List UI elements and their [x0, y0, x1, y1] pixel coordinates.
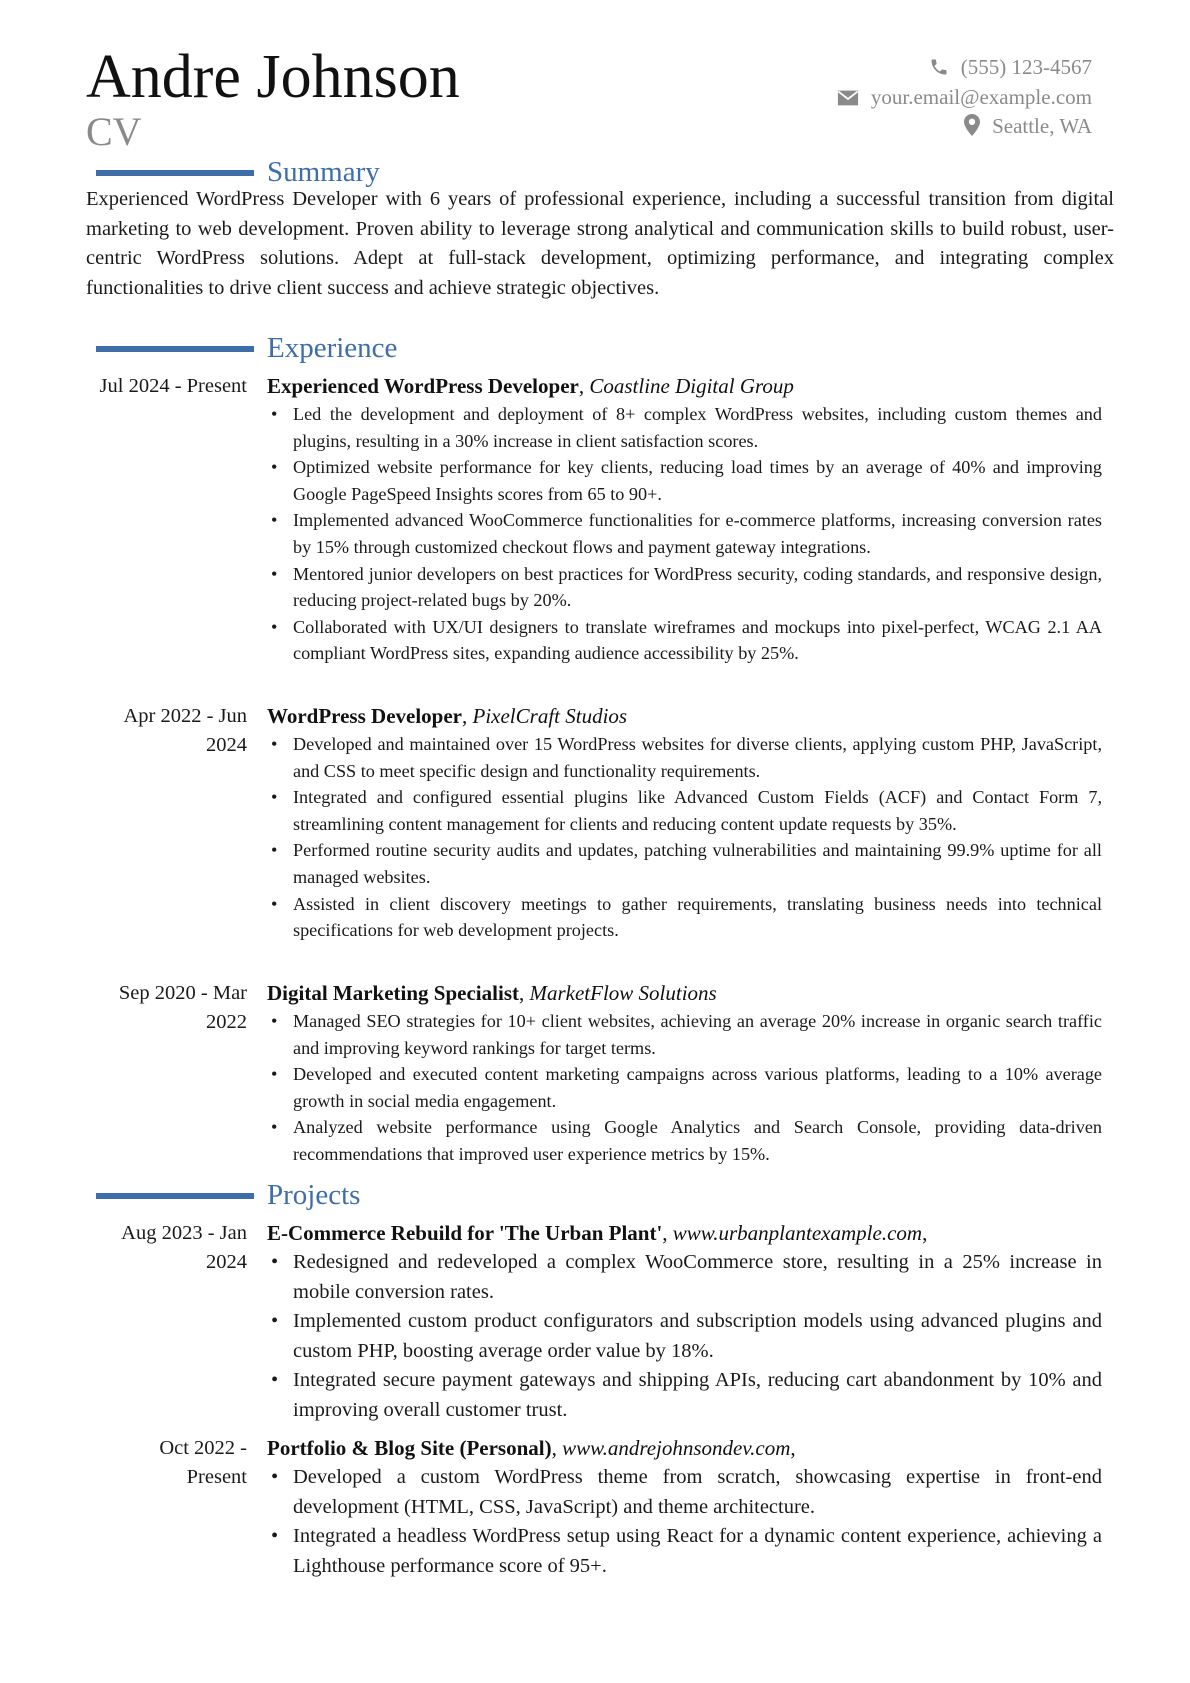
- contact-email: [837, 83, 1092, 113]
- bullet-list: [267, 1248, 1102, 1425]
- section-title: Projects: [267, 1179, 361, 1211]
- bullet-item: • Integrated a headless WordPress setup using React for a dynamic content experience, achieving a Lighthouse performance score of 95+.: [267, 1522, 1102, 1581]
- bullet-item: • Assisted in client discovery meetings to gather requirements, translating business needs into technical specifications for web development projects.: [267, 891, 1102, 944]
- bullet-item: • Integrated and configured essential plugins like Advanced Custom Fields (ACF) and Contact Form 7, streamlining content management for clients and reducing content update requests by 35%.: [267, 784, 1102, 837]
- email-text: your.email@example.com: [870, 84, 1092, 109]
- bullet-list: [267, 401, 1102, 667]
- entry-date: Oct 2022 - Present: [159, 1437, 247, 1488]
- bullet-item: • Developed and executed content marketing campaigns across various platforms, leading to a 10% average growth in social media engagement.: [267, 1061, 1102, 1114]
- entry-title-line: WordPress Developer, PixelCraft Studios: [267, 704, 628, 728]
- phone-icon: [929, 57, 949, 77]
- job-title: WordPress Developer: [267, 704, 462, 728]
- section-rule: [96, 1193, 254, 1199]
- company-name: MarketFlow Solutions: [529, 981, 717, 1005]
- section-rule: [96, 346, 254, 352]
- bullet-item: • Implemented advanced WooCommerce functionalities for e-commerce platforms, increasing conversion rates by 15% through customized checkout flows and payment gateway integrations.: [267, 507, 1102, 560]
- entry-body: [267, 979, 1102, 1168]
- project-url: www.andrejohnsondev.com: [562, 1436, 791, 1460]
- bullet-item: • Managed SEO strategies for 10+ client websites, achieving an average 20% increase in organic search traffic and improving keyword rankings for target terms.: [267, 1008, 1102, 1061]
- experience-heading: [0, 331, 1190, 365]
- entry-body: [267, 1434, 1102, 1581]
- candidate-name: Andre Johnson: [86, 43, 460, 111]
- section-title: Experience: [267, 332, 398, 364]
- bullet-item: • Developed and maintained over 15 WordPress websites for diverse clients, applying custom PHP, JavaScript, and CSS to meet specific design and functionality requirements.: [267, 731, 1102, 784]
- bullet-item: • Integrated secure payment gateways and shipping APIs, reducing cart abandonment by 10% and improving overall customer trust.: [267, 1366, 1102, 1425]
- entry-date: Jul 2024 - Present: [99, 375, 247, 397]
- entry-date: Apr 2022 - Jun 2024: [123, 705, 247, 756]
- job-title: Digital Marketing Specialist: [267, 981, 519, 1005]
- bullet-list: [267, 731, 1102, 944]
- company-name: Coastline Digital Group: [589, 374, 794, 398]
- project-title: Portfolio & Blog Site (Personal): [267, 1436, 552, 1460]
- envelope-icon: [837, 89, 859, 107]
- bullet-list: [267, 1008, 1102, 1168]
- bullet-item: • Led the development and deployment of 8+ complex WordPress websites, including custom themes and plugins, resulting in a 30% increase in client satisfaction scores.: [267, 401, 1102, 454]
- bullet-list: [267, 1463, 1102, 1581]
- project-url: www.urbanplantexample.com: [672, 1221, 923, 1245]
- bullet-item: • Redesigned and redeveloped a complex WooCommerce store, resulting in a 25% increase in mobile conversion rates.: [267, 1248, 1102, 1307]
- section-rule: [96, 170, 254, 176]
- entry-date: Aug 2023 - Jan 2024: [121, 1222, 247, 1273]
- projects-heading: [0, 1178, 1190, 1212]
- summary-heading: [0, 155, 1190, 189]
- bullet-item: • Mentored junior developers on best practices for WordPress security, coding standards, and responsive design, reducing project-related bugs by 20%.: [267, 561, 1102, 614]
- bullet-item: • Collaborated with UX/UI designers to translate wireframes and mockups into pixel-perfect, WCAG 2.1 AA compliant WordPress sites, expanding audience accessibility by 25%.: [267, 614, 1102, 667]
- location-text: Seattle, WA: [992, 114, 1092, 138]
- phone-text: (555) 123-4567: [960, 55, 1092, 79]
- bullet-item: • Developed a custom WordPress theme from scratch, showcasing expertise in front-end development (HTML, CSS, JavaScript) and theme architecture.: [267, 1463, 1102, 1522]
- job-title: Experienced WordPress Developer: [267, 374, 579, 398]
- entry-title-line: Portfolio & Blog Site (Personal), www.andrejohnsondev.com,: [267, 1436, 796, 1460]
- summary-text: Experienced WordPress Developer with 6 years of professional experience, including a successful transition from digital marketing to web development. Proven ability to leverage strong analytical and communication skills to build robust, user-centric WordPress solutions. Adept at full-stack development, optimizing performance, and integrating complex functionalities to drive client success and achieve strategic objectives.: [86, 188, 1114, 299]
- entry-body: [267, 372, 1102, 667]
- map-pin-icon: [964, 114, 980, 136]
- entry-date: Sep 2020 - Mar 2022: [118, 982, 247, 1033]
- document-label: CV: [86, 109, 142, 154]
- section-title: Summary: [267, 156, 380, 188]
- contact-block: [837, 53, 1092, 142]
- entry-title-line: Digital Marketing Specialist, MarketFlow Solutions: [267, 981, 717, 1005]
- bullet-item: • Implemented custom product configurators and subscription models using advanced plugins and custom PHP, boosting average order value by 18%.: [267, 1307, 1102, 1366]
- company-name: PixelCraft Studios: [472, 704, 628, 728]
- bullet-item: • Analyzed website performance using Google Analytics and Search Console, providing data-driven recommendations that improved user experience metrics by 15%.: [267, 1114, 1102, 1167]
- entry-body: [267, 1219, 1102, 1425]
- contact-location: [837, 112, 1092, 142]
- bullet-item: • Optimized website performance for key clients, reducing load times by an average of 40% and improving Google PageSpeed Insights scores from 65 to 90+.: [267, 454, 1102, 507]
- bullet-item: • Performed routine security audits and updates, patching vulnerabilities and maintaining 99.9% uptime for all managed websites.: [267, 837, 1102, 890]
- entry-title-line: Experienced WordPress Developer, Coastline Digital Group: [267, 374, 794, 398]
- contact-phone: [837, 53, 1092, 83]
- entry-title-line: E-Commerce Rebuild for 'The Urban Plant', www.urbanplantexample.com,: [267, 1221, 928, 1245]
- project-title: E-Commerce Rebuild for 'The Urban Plant': [267, 1221, 663, 1245]
- entry-body: [267, 702, 1102, 944]
